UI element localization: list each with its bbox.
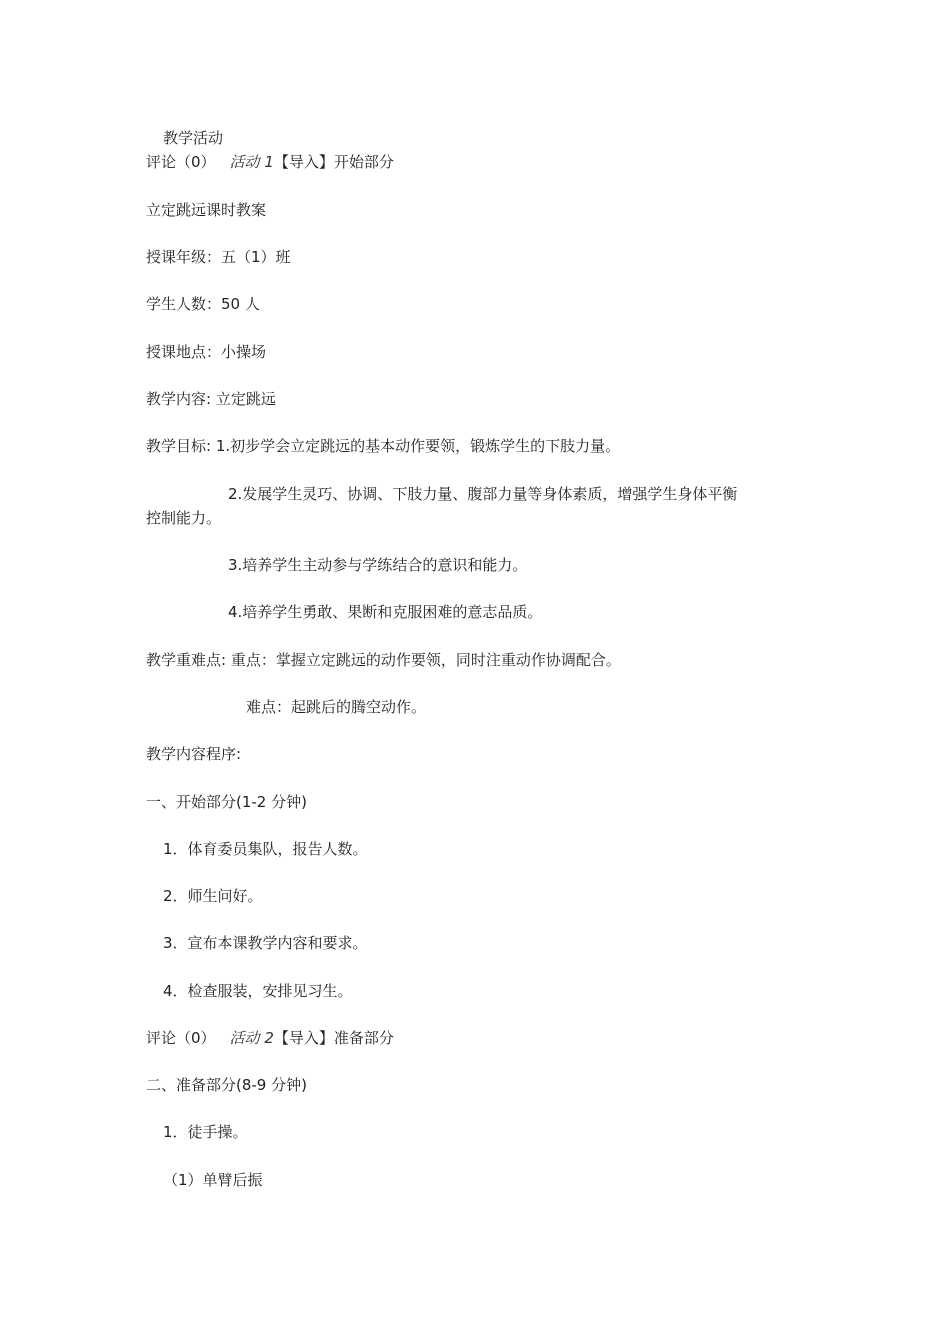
objective-1: 教学目标: 1.初步学会立定跳远的基本动作要领，锻炼学生的下肢力量。 — [146, 437, 621, 455]
list-item: 4．检查服装，安排见习生。 — [163, 982, 353, 1000]
objective-4: 4.培养学生勇敢、果断和克服困难的意志品质。 — [228, 603, 543, 621]
activity-label: 活动 1 — [229, 153, 274, 171]
objective-3: 3.培养学生主动参与学练结合的意识和能力。 — [228, 556, 528, 574]
difficulty: 难点：起跳后的腾空动作。 — [246, 698, 427, 716]
comment-link[interactable]: 评论（0） — [146, 1029, 216, 1047]
activity-title: 准备部分 — [333, 1029, 394, 1047]
lesson-location: 授课地点：小操场 — [146, 343, 267, 361]
activity-tag: 【导入】 — [273, 153, 334, 171]
objective-2-continued: 控制能力。 — [146, 509, 222, 527]
activity-title: 开始部分 — [333, 153, 394, 171]
lesson-content: 教学内容: 立定跳远 — [146, 390, 276, 408]
list-item: 3．宣布本课教学内容和要求。 — [163, 934, 368, 952]
part-two-heading: 二、准备部分(8-9 分钟) — [146, 1076, 307, 1094]
key-point: 教学重难点: 重点：掌握立定跳远的动作要领，同时注重动作协调配合。 — [146, 651, 621, 669]
section-title: 教学活动 — [163, 129, 224, 147]
activity-tag: 【导入】 — [273, 1029, 334, 1047]
activity-label: 活动 2 — [229, 1029, 274, 1047]
list-item: 1．体育委员集队，报告人数。 — [163, 840, 368, 858]
lesson-title: 立定跳远课时教案 — [146, 201, 267, 219]
comment-link[interactable]: 评论（0） — [146, 153, 216, 171]
procedure-label: 教学内容程序: — [146, 745, 242, 763]
activity-header-1 — [146, 152, 394, 172]
list-item: 1．徒手操。 — [163, 1123, 248, 1141]
list-item: 2．师生问好。 — [163, 887, 263, 905]
lesson-grade: 授课年级：五（1）班 — [146, 248, 291, 266]
objective-2: 2.发展学生灵巧、协调、下肢力量、腹部力量等身体素质，增强学生身体平衡 — [228, 485, 738, 503]
part-one-heading: 一、开始部分(1-2 分钟) — [146, 793, 307, 811]
activity-header-2 — [146, 1028, 394, 1048]
list-item: （1）单臂后振 — [163, 1171, 263, 1189]
lesson-students: 学生人数：50 人 — [146, 295, 260, 313]
